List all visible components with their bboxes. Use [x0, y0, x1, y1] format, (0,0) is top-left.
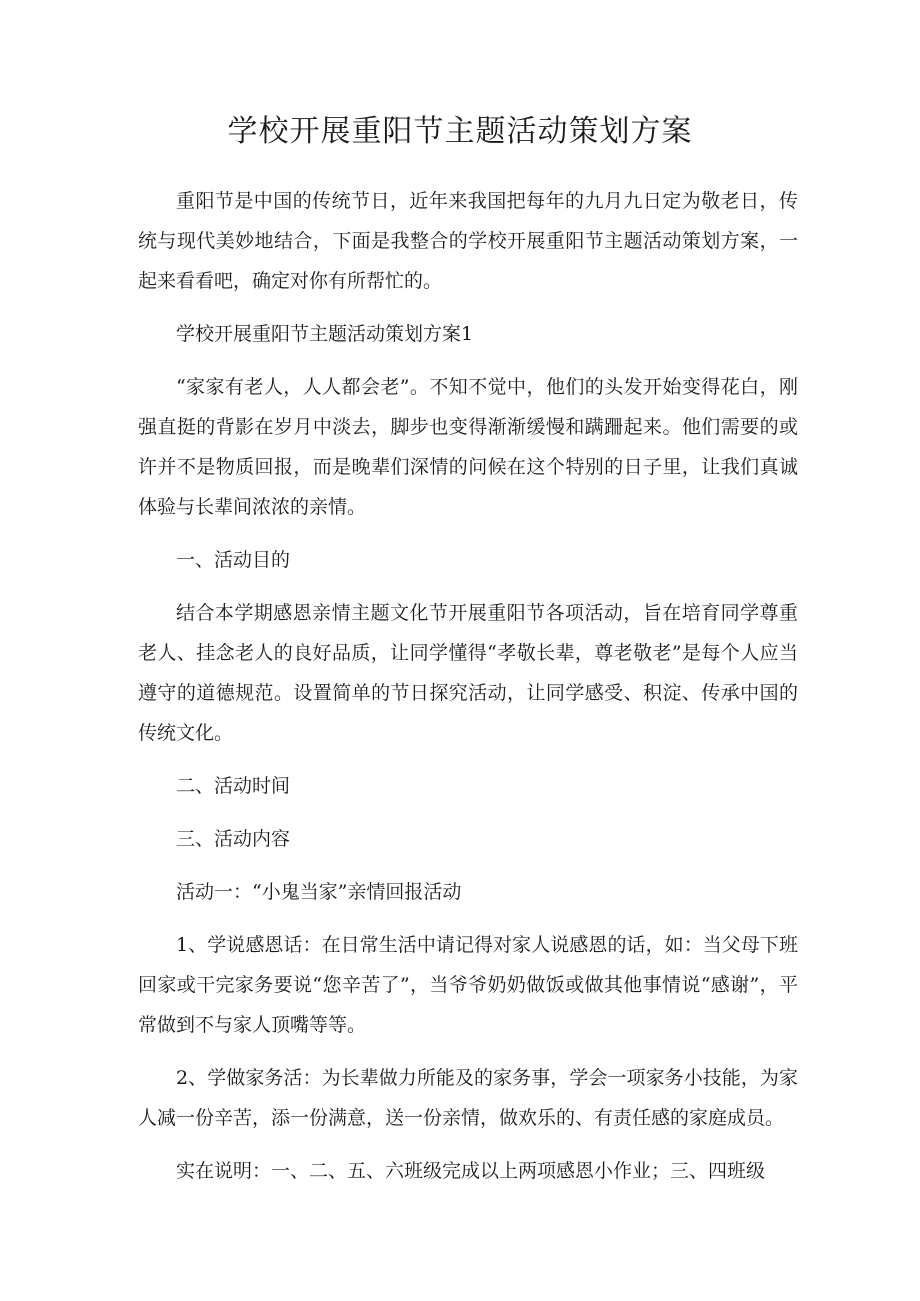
- section-heading-content: 三、活动内容: [176, 828, 291, 850]
- body-paragraph: 结合本学期感恩亲情主题文化节开展重阳节各项活动，旨在培育同学尊重老人、挂念老人的良好品质，让同学懂得“孝敬长辈，尊老敬老”是每个人应当遵守的道德规范。设置简单的节日探究活动，让同学感受、积淀、传承中国的传统文化。: [138, 602, 798, 744]
- body-paragraph: 1、学说感恩话：在日常生活中请记得对家人说感恩的话，如：当父母下班回家或干完家务要说“您辛苦了”，当爷爷奶奶做饭或做其他事情说“感谢”，平常做到不与家人顶嘴等等。: [138, 934, 798, 1036]
- document-title: 学校开展重阳节主题活动策划方案: [227, 114, 693, 149]
- document-body: [138, 181, 798, 1204]
- section-heading-purpose: 一、活动目的: [176, 549, 291, 571]
- body-paragraph: 实在说明：一、二、五、六班级完成以上两项感恩小作业；三、四班级: [176, 1160, 766, 1182]
- activity-heading: 活动一：“小鬼当家”亲情回报活动: [176, 881, 462, 903]
- section-heading-time: 二、活动时间: [176, 775, 291, 797]
- body-paragraph: “家家有老人，人人都会老”。不知不觉中，他们的头发开始变得花白，刚强直挺的背影在岁月中淡去，脚步也变得渐渐缓慢和蹒跚起来。他们需要的或许并不是物质回报，而是晚辈们深情的问候在这个特别的日子里，让我们真诚体验与长辈间浓浓的亲情。: [138, 376, 798, 518]
- body-paragraph: 2、学做家务活：为长辈做力所能及的家务事，学会一项家务小技能，为家人减一份辛苦，添一份满意，送一份亲情，做欢乐的、有责任感的家庭成员。: [138, 1067, 798, 1129]
- intro-paragraph: 重阳节是中国的传统节日，近年来我国把每年的九月九日定为敬老日，传统与现代美妙地结合，下面是我整合的学校开展重阳节主题活动策划方案，一起来看看吧，确定对你有所帮忙的。: [138, 190, 798, 292]
- plan-heading: 学校开展重阳节主题活动策划方案1: [176, 323, 474, 345]
